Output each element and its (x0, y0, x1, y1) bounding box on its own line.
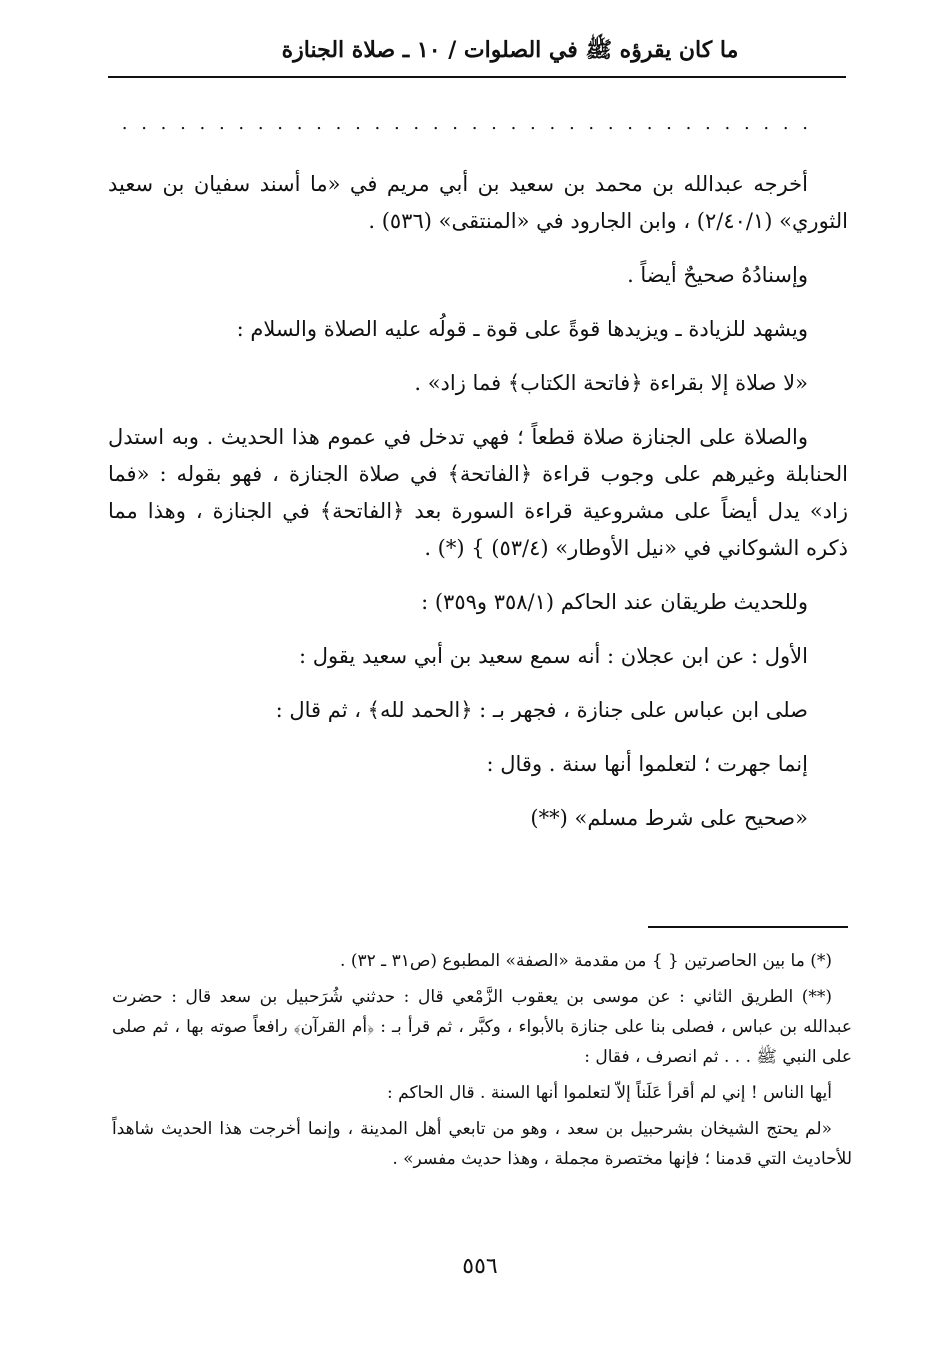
footnote-2-cont: أيها الناس ! إني لم أقرأ عَلَناً إلاّ لتعلموا أنها السنة . قال الحاكم : (387, 1083, 832, 1103)
page-number: ٥٥٦ (462, 1254, 498, 1279)
paragraph-first-route: الأول : عن ابن عجلان : أنه سمع سعيد بن أبي سعيد يقول : (298, 644, 808, 668)
paragraph-takhrij: أخرجه عبدالله بن محمد بن سعيد بن أبي مريم في «ما أسند سفيان بن سعيد الثوري» (٢/٤٠/١) ، وابن الجارود في «المنتقى» (٥٣٦) . (108, 172, 848, 233)
footnote-2: (**) الطريق الثاني : عن موسى بن يعقوب الزَّمْعي قال : حدثني شُرَحبيل بن سعد قال : حضرت عبدالله بن عباس ، فصلى بنا على جنازة بالأبواء ، وكبَّر ، ثم قرأ بـ : ﴿أم القرآن﴾ رافعاً صوته بها ، ثم صلى على النبي ﷺ . . . ثم انصرف ، فقال : (112, 987, 852, 1067)
paragraph-sahih: «صحيح على شرط مسلم» (**) (530, 806, 808, 830)
footnote-2-hakim: «لم يحتج الشيخان بشرحبيل بن سعد ، وهو من تابعي أهل المدينة ، وإنما أخرجت هذا الحديث شاهداً للأحاديث التي قدمنا ؛ فإنها مختصرة مجملة ، وهذا حديث مفسر» . (112, 1119, 852, 1169)
paragraph-ibn-abbas: صلى ابن عباس على جنازة ، فجهر بـ : ﴿الحمد لله﴾ ، ثم قال : (275, 698, 808, 722)
header-rule (108, 76, 846, 78)
running-header-title: ما كان يقرؤه ﷺ في الصلوات / ١٠ ـ صلاة الجنازة (281, 37, 739, 63)
separator-dots: . . . . . . . . . . . . . . . . . . . . . . . . . . . . . . . . . . . . (121, 114, 812, 134)
footnote-1: (*) ما بين الحاصرتين { } من مقدمة «الصفة» المطبوع (ص٣١ ـ ٣٢) . (340, 951, 832, 971)
paragraph-hadith-quote: «لا صلاة إلا بقراءة ﴿فاتحة الكتاب﴾ فما زاد» . (414, 371, 808, 395)
paragraph-sunnah: إنما جهرت ؛ لتعلموا أنها سنة . وقال : (486, 752, 808, 776)
footnote-rule (648, 926, 848, 928)
main-text (108, 166, 848, 837)
paragraph-isnad: وإسنادُهُ صحيحٌ أيضاً . (627, 263, 808, 287)
paragraph-shahid: ويشهد للزيادة ـ ويزيدها قوةً على قوة ـ قولُه عليه الصلاة والسلام : (236, 317, 808, 341)
paragraph-janazah: والصلاة على الجنازة صلاة قطعاً ؛ فهي تدخل في عموم هذا الحديث . وبه استدل الحنابلة وغيرهم على وجوب قراءة ﴿الفاتحة﴾ في صلاة الجنازة ، فهو بقوله : «فما زاد» يدل أيضاً على مشروعية قراءة السورة بعد ﴿الفاتحة﴾ في الجنازة ، وهذا مما ذكره الشوكاني في «نيل الأوطار» (٥٣/٤) } (*) . (108, 425, 848, 560)
footnotes (112, 946, 852, 1180)
paragraph-two-routes: وللحديث طريقان عند الحاكم (٣٥٨/١ و٣٥٩) : (421, 590, 808, 614)
